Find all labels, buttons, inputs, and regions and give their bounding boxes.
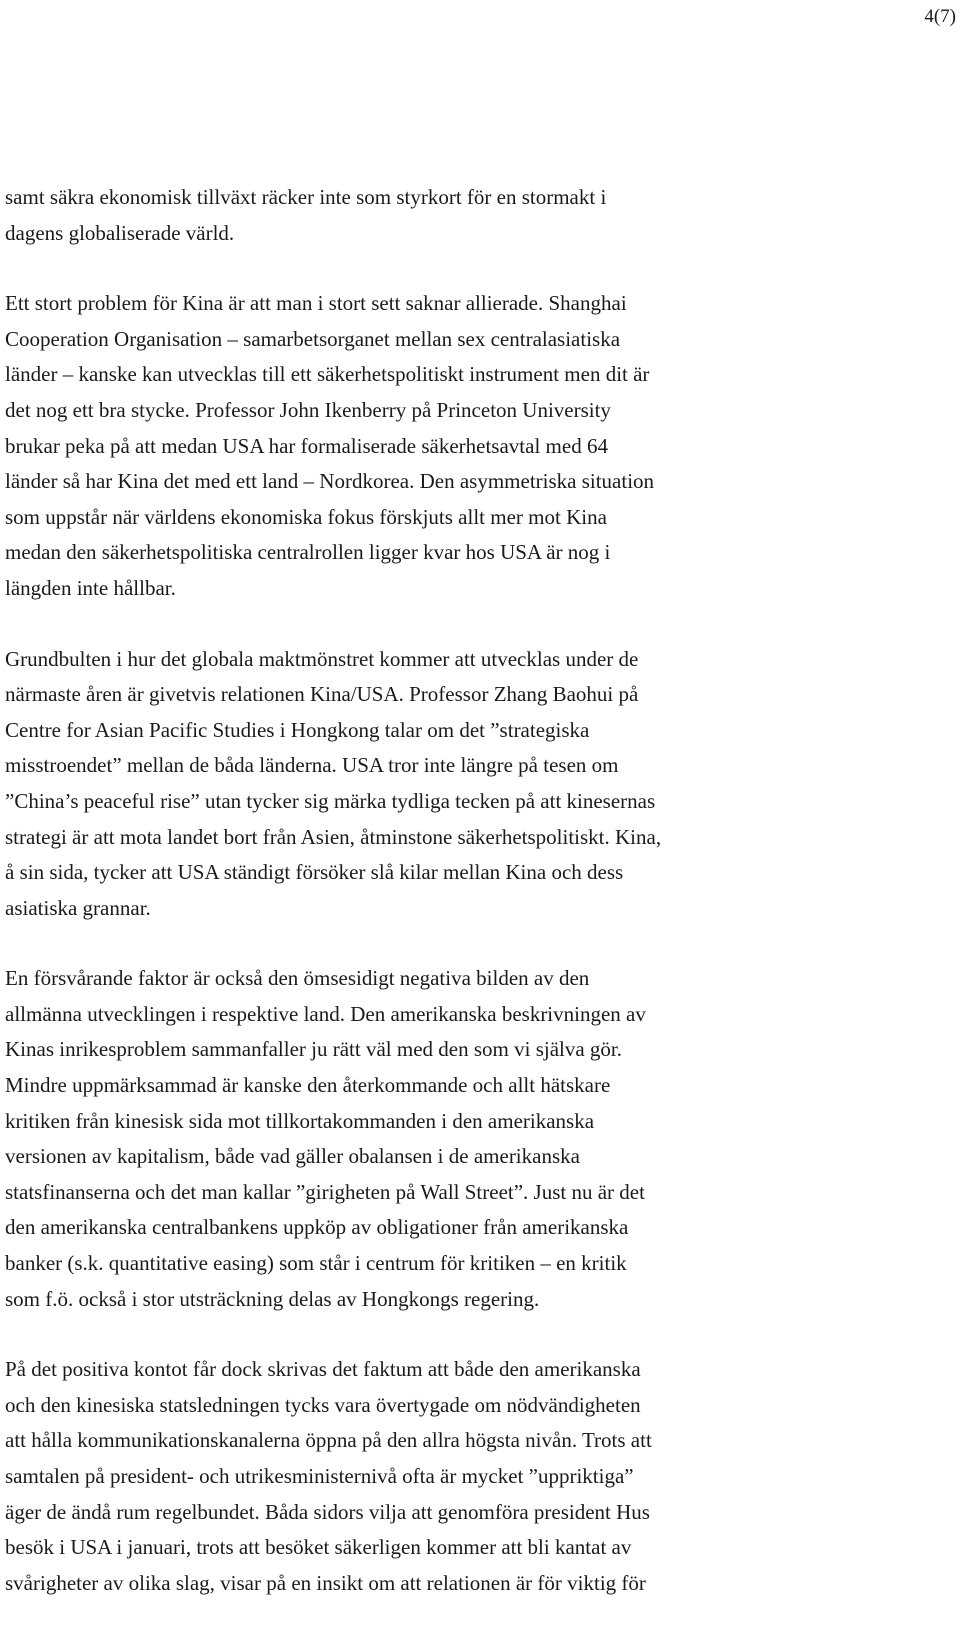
text-line: ”China’s peaceful rise” utan tycker sig märka tydliga tecken på att kinesernas [5,788,656,813]
text-line: besök i USA i januari, trots att besöket säkerligen kommer att bli kantat av [5,1535,632,1560]
paragraph [5,1352,920,1601]
text-line: dagens globaliserade värld. [5,220,235,245]
text-line: Ett stort problem för Kina är att man i stort sett saknar allierade. Shanghai [5,291,627,316]
text-line: Centre for Asian Pacific Studies i Hongkong talar om det ”strategiska [5,717,590,742]
paragraph [5,642,920,927]
page-number: 4(7) [924,6,956,27]
document-body [5,180,920,1636]
text-line: allmänna utvecklingen i respektive land. Den amerikanska beskrivningen av [5,1001,646,1026]
text-line: som uppstår när världens ekonomiska fokus förskjuts allt mer mot Kina [5,504,607,529]
text-line: asiatiska grannar. [5,895,151,920]
paragraph [5,180,920,251]
text-line: svårigheter av olika slag, visar på en insikt om att relationen är för viktig för [5,1570,646,1595]
text-line: medan den säkerhetspolitiska centralrollen ligger kvar hos USA är nog i [5,540,611,565]
text-line: versionen av kapitalism, både vad gäller obalansen i de amerikanska [5,1144,580,1169]
text-line: samtalen på president- och utrikesministernivå ofta är mycket ”uppriktiga” [5,1464,634,1488]
text-line: å sin sida, tycker att USA ständigt försöker slå kilar mellan Kina och dess [5,860,624,885]
text-line: kritiken från kinesisk sida mot tillkortakommanden i den amerikanska [5,1108,595,1133]
text-line: det nog ett bra stycke. Professor John Ikenberry på Princeton University [5,397,611,422]
text-line: En försvårande faktor är också den ömsesidigt negativa bilden av den [5,966,590,991]
text-line: Grundbulten i hur det globala maktmönstret kommer att utvecklas under de [5,646,639,671]
text-line: Mindre uppmärksammad är kanske den återkommande och allt hätskare [5,1073,611,1098]
text-line: samt säkra ekonomisk tillväxt räcker inte som styrkort för en stormakt i [5,185,607,209]
text-line: längden inte hållbar. [5,575,176,600]
text-line: strategi är att mota landet bort från Asien, åtminstone säkerhetspolitiskt. Kina, [5,824,662,849]
text-line: På det positiva kontot får dock skrivas det faktum att både den amerikanska [5,1357,641,1382]
paragraph [5,961,920,1317]
text-line: som f.ö. också i stor utsträckning delas av Hongkongs regering. [5,1286,540,1311]
text-line: statsfinanserna och det man kallar ”girigheten på Wall Street”. Just nu är det [5,1179,645,1204]
text-line: länder så har Kina det med ett land – Nordkorea. Den asymmetriska situation [5,469,655,494]
text-line: banker (s.k. quantitative easing) som står i centrum för kritiken – en kritik [5,1251,627,1276]
text-line: misstroendet” mellan de båda länderna. USA tror inte längre på tesen om [5,753,619,778]
text-line: Kinas inrikesproblem sammanfaller ju rätt väl med den som vi själva gör. [5,1037,623,1062]
text-line: den amerikanska centralbankens uppköp av obligationer från amerikanska [5,1215,629,1240]
text-line: äger de ändå rum regelbundet. Båda sidors vilja att genomföra president Hus [5,1499,650,1524]
text-line: närmaste åren är givetvis relationen Kina/USA. Professor Zhang Baohui på [5,682,639,707]
text-line: att hålla kommunikationskanalerna öppna på den allra högsta nivån. Trots att [5,1428,652,1453]
text-line: och den kinesiska statsledningen tycks vara övertygade om nödvändigheten [5,1392,641,1417]
text-line: Cooperation Organisation – samarbetsorganet mellan sex centralasiatiska [5,326,621,351]
text-line: brukar peka på att medan USA har formaliserade säkerhetsavtal med 64 [5,433,608,458]
paragraph [5,286,920,606]
text-line: länder – kanske kan utvecklas till ett säkerhetspolitiskt instrument men dit är [5,362,650,387]
